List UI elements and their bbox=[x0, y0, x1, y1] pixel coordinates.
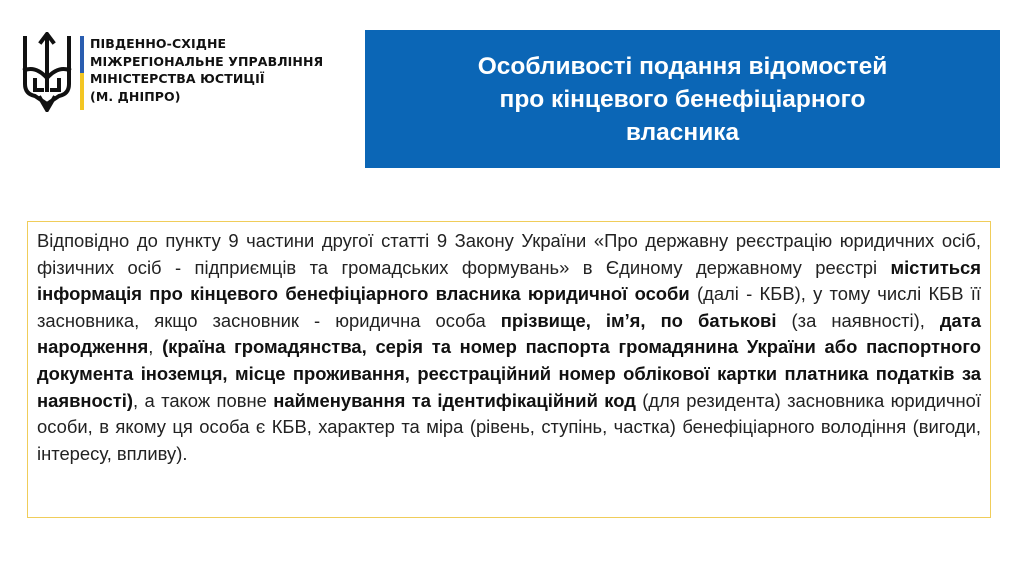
organization-logo bbox=[20, 32, 360, 112]
title-line-1: Особливості подання відомостей bbox=[477, 52, 888, 80]
org-line-3: МІНІСТЕРСТВА ЮСТИЦІЇ bbox=[90, 71, 265, 86]
org-line-2: МІЖРЕГІОНАЛЬНЕ УПРАВЛІННЯ bbox=[90, 53, 324, 69]
trident-icon bbox=[20, 32, 74, 112]
text-segment-bold: міститься інформація про кінцевого бенефіціарного власника юридичної особи bbox=[37, 256, 981, 305]
text-segment-bold: найменування та ідентифікаційний код bbox=[273, 389, 636, 411]
text-segment: (для резидента) засновника юридичної особи, в якому ця особа є КБВ, характер та міра (рівень, ступінь, частка) бенефіціарного володіння (вигоди, інтересу, впливу). bbox=[37, 389, 981, 464]
title-line-2: про кінцевого бенефіціарного bbox=[499, 85, 866, 113]
text-segment: , а також повне bbox=[132, 389, 274, 411]
text-segment: Відповідно до пункту 9 частини другої статті 9 Закону України «Про державну реєстрацію юридичних осіб, фізичних осіб - підприємців та громадських формувань» в Єдиному державному реєстрі bbox=[37, 230, 981, 278]
ukraine-flag-bar bbox=[80, 36, 84, 110]
text-segment: , bbox=[148, 336, 163, 358]
text-segment-bold: прізвище, ім’я, по батькові bbox=[500, 309, 777, 331]
text-segment-bold: дата народження bbox=[37, 309, 981, 358]
text-segment: (за наявності), bbox=[776, 309, 940, 331]
body-paragraph bbox=[37, 228, 981, 467]
title-banner bbox=[365, 30, 1000, 168]
text-segment-bold: (країна громадянства, серія та номер паспорта громадянина України або паспортного документа іноземця, місце проживання, реєстраційний номер облікової картки платника податків за наявності) bbox=[37, 336, 981, 411]
page-title bbox=[383, 50, 983, 149]
title-line-3: власника bbox=[625, 118, 740, 146]
organization-name bbox=[90, 35, 323, 105]
org-line-1: ПІВДЕННО-СХІДНЕ bbox=[90, 36, 227, 51]
text-segment: (далі - КБВ), у тому числі КБВ її засновника, якщо засновник - юридична особа bbox=[37, 283, 981, 331]
org-line-4: (М. ДНІПРО) bbox=[90, 88, 181, 104]
content-box bbox=[27, 221, 991, 518]
